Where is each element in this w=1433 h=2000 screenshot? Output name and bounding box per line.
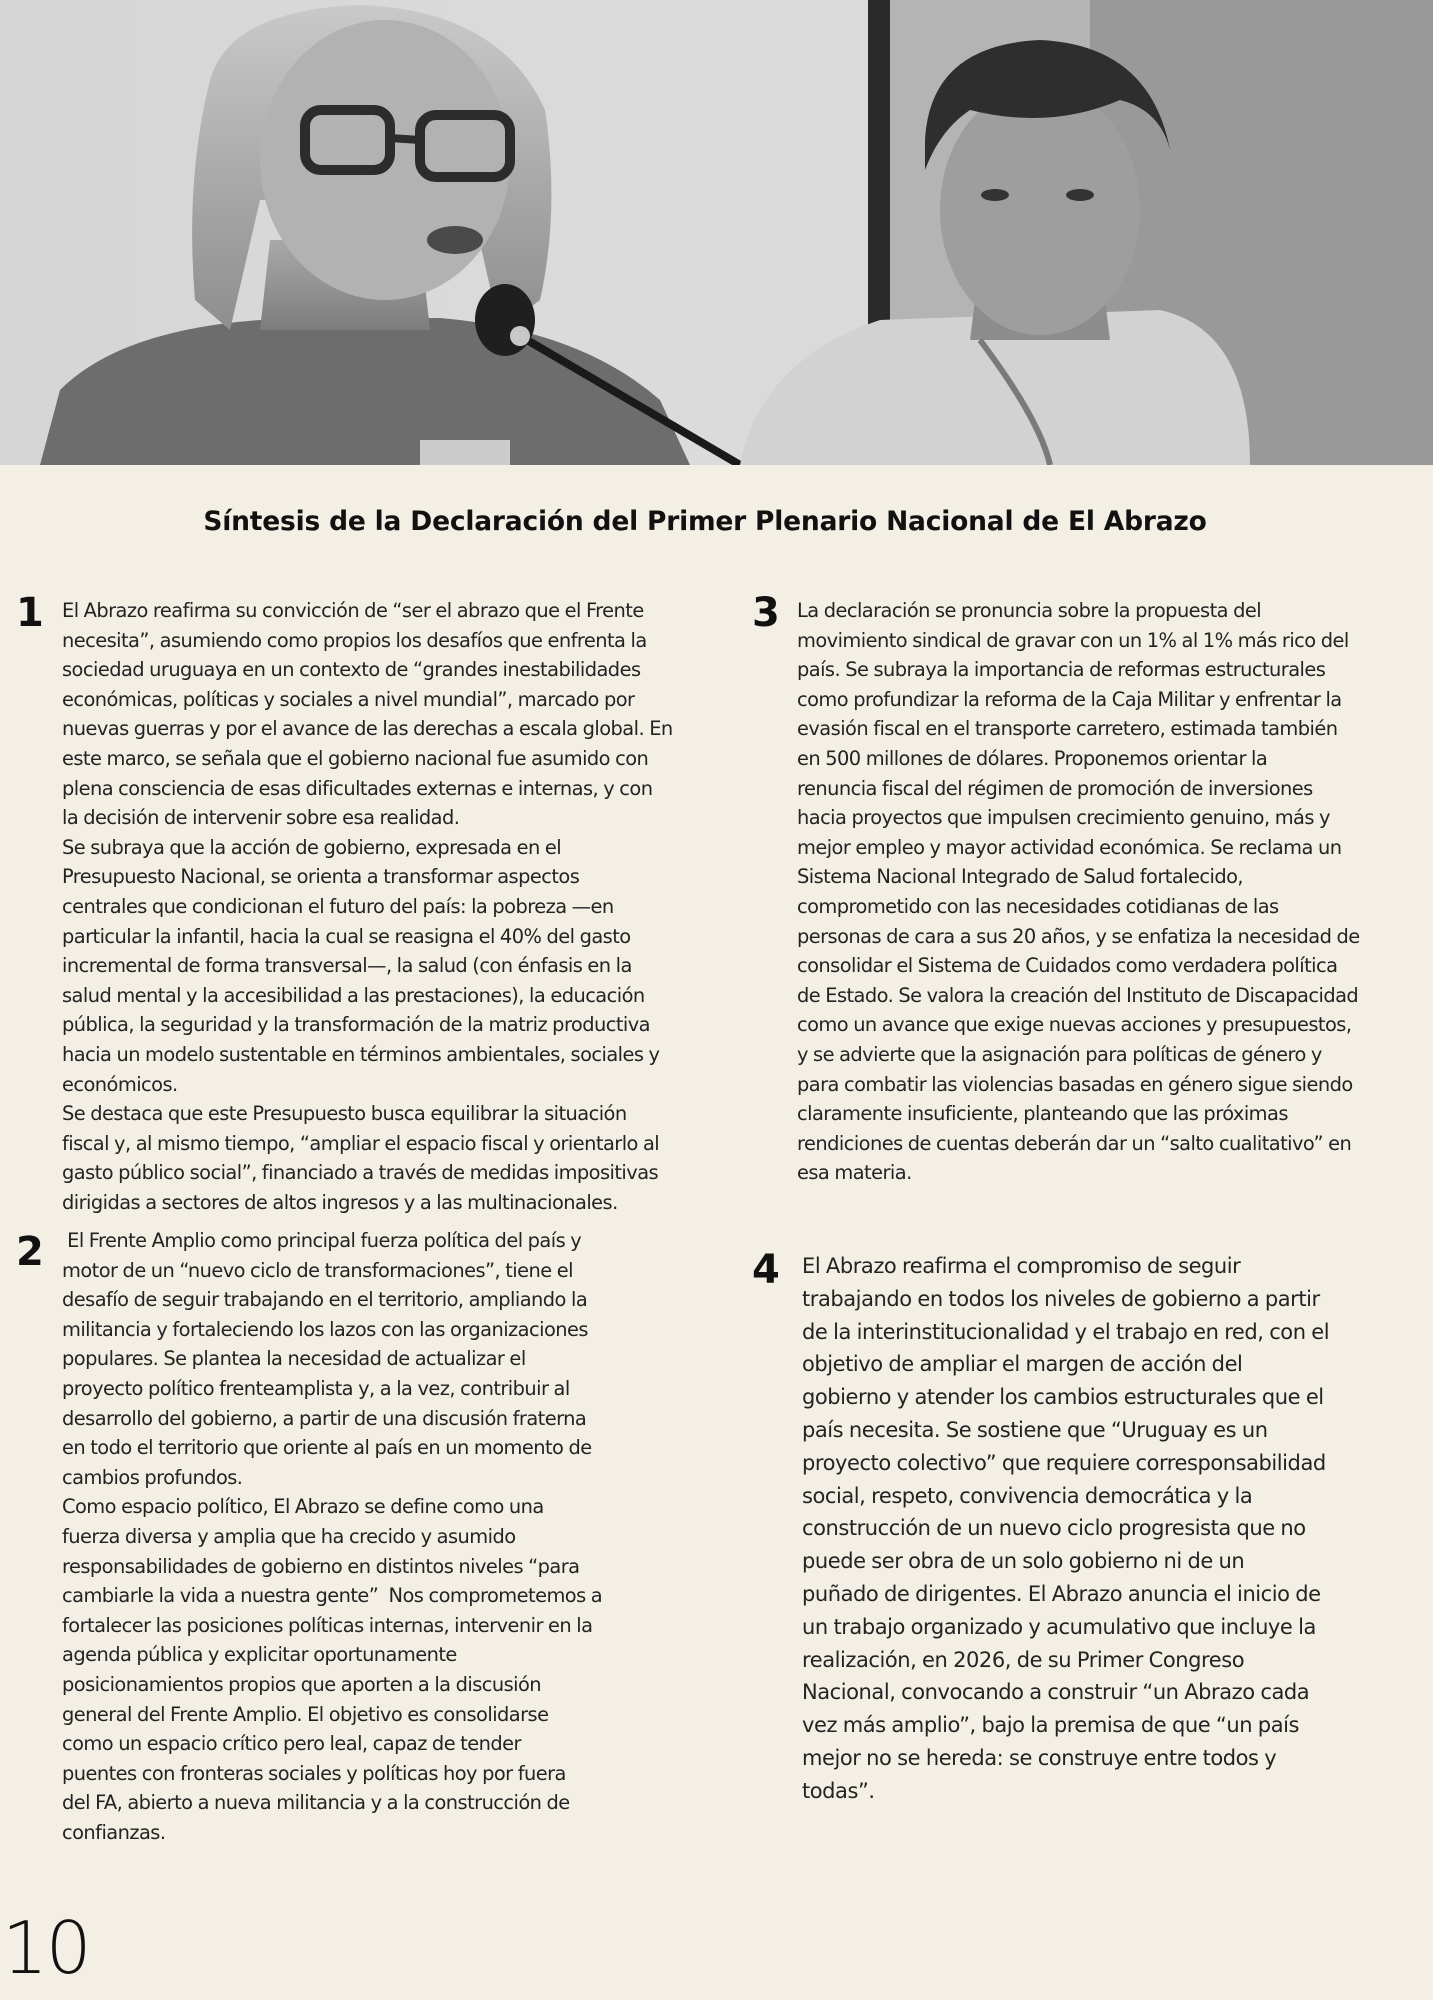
paragraph [62, 596, 673, 1217]
text-line: desarrollo del gobierno, a partir de una discusión fraterna [62, 1406, 587, 1430]
text-line: gobierno y atender los cambios estructurales que el [802, 1385, 1324, 1410]
text-line: incremental de forma transversal—, la salud (con énfasis en la [62, 954, 632, 978]
text-line: dirigidas a sectores de altos ingresos y a las multinacionales. [62, 1190, 618, 1214]
text-line: centrales que condicionan el futuro del país: la pobreza —en [62, 894, 614, 918]
text-line: realización, en 2026, de su Primer Congreso [802, 1647, 1245, 1672]
text-line: como un espacio crítico pero leal, capaz de tender [62, 1732, 521, 1756]
page-number: 10 [2, 1906, 90, 1990]
section-number: 3 [752, 590, 780, 636]
text-line: como profundizar la reforma de la Caja Militar y enfrentar la [797, 687, 1342, 711]
text-line: del FA, abierto a nueva militancia y a la construcción de [62, 1791, 570, 1815]
text-line: El Abrazo reafirma el compromiso de seguir [802, 1254, 1241, 1278]
speakers-photo-image [0, 0, 1433, 465]
text-line: proyecto colectivo” que requiere corresponsabilidad [802, 1450, 1326, 1475]
article-title: Síntesis de la Declaración del Primer Plenario Nacional de El Abrazo [203, 506, 1207, 537]
text-line: responsabilidades de gobierno en distintos niveles “para [62, 1554, 580, 1578]
text-line: todas”. [802, 1778, 875, 1803]
text-line: fortalecer las posiciones políticas internas, intervenir en la [62, 1613, 593, 1637]
paragraph [62, 1226, 602, 1847]
text-line: un trabajo organizado y acumulativo que incluye la [802, 1614, 1316, 1639]
text-line: Nacional, convocando a construir “un Abrazo cada [802, 1680, 1310, 1705]
text-line: cambios profundos. [62, 1465, 243, 1489]
text-line: confianzas. [62, 1820, 166, 1844]
section-body [62, 596, 673, 1217]
text-line: económicos. [62, 1072, 178, 1096]
text-line: El Frente Amplio como principal fuerza política del país y [62, 1229, 582, 1252]
text-line: mejor no se hereda: se construye entre todos y [802, 1745, 1277, 1770]
text-line: La declaración se pronuncia sobre la propuesta del [797, 599, 1262, 622]
text-line: salud mental y la accesibilidad a las prestaciones), la educación [62, 983, 645, 1007]
text-line: fuerza diversa y amplia que ha crecido y asumido [62, 1524, 516, 1548]
text-line: evasión fiscal en el transporte carretero, estimada también [797, 717, 1338, 741]
text-line: gasto público social”, financiado a través de medidas impositivas [62, 1161, 659, 1185]
section-body [797, 596, 1360, 1188]
text-line: trabajando en todos los niveles de gobierno a partir [802, 1286, 1320, 1311]
text-line: comprometido con las necesidades cotidianas de las [797, 894, 1279, 918]
section-body [62, 1226, 602, 1847]
text-line: de la interinstitucionalidad y el trabajo en red, con el [802, 1319, 1330, 1344]
text-line: El Abrazo reafirma su convicción de “ser el abrazo que el Frente [62, 599, 644, 622]
text-line: puentes con fronteras sociales y políticas hoy por fuera [62, 1761, 566, 1785]
text-line: esa materia. [797, 1161, 912, 1185]
section-number: 2 [16, 1229, 44, 1275]
text-line: la decisión de intervenir sobre esa realidad. [62, 806, 460, 830]
text-line: renuncia fiscal del régimen de promoción de inversiones [797, 776, 1313, 800]
text-line: populares. Se plantea la necesidad de actualizar el [62, 1347, 526, 1371]
text-line: fiscal y, al mismo tiempo, “ampliar el espacio fiscal y orientarlo al [62, 1131, 660, 1155]
text-line: Se subraya que la acción de gobierno, expresada en el [62, 835, 562, 859]
text-line: plena consciencia de esas dificultades externas e internas, y con [62, 776, 653, 800]
text-line: pública, la seguridad y la transformación de la matriz productiva [62, 1013, 651, 1037]
text-line: como un avance que exige nuevas acciones y presupuestos, [797, 1013, 1352, 1037]
section-number: 4 [752, 1247, 780, 1293]
text-line: motor de un “nuevo ciclo de transformaciones”, tiene el [62, 1258, 573, 1282]
text-line: vez más amplio”, bajo la premisa de que “un país [802, 1713, 1299, 1738]
text-line: objetivo de ampliar el margen de acción del [802, 1352, 1243, 1377]
text-line: hacia un modelo sustentable en términos ambientales, sociales y [62, 1042, 660, 1066]
text-line: cambiarle la vida a nuestra gente” Nos comprometemos a [62, 1584, 603, 1608]
text-line: hacia proyectos que impulsen crecimiento genuino, más y [797, 806, 1330, 830]
text-line: necesita”, asumiendo como propios los desafíos que enfrenta la [62, 628, 647, 652]
text-line: Se destaca que este Presupuesto busca equilibrar la situación [62, 1102, 627, 1126]
text-line: agenda pública y explicitar oportunamente [62, 1643, 457, 1667]
text-line: puñado de dirigentes. El Abrazo anuncia el inicio de [802, 1581, 1321, 1606]
text-line: general del Frente Amplio. El objetivo es consolidarse [62, 1702, 549, 1726]
text-line: rendiciones de cuentas deberán dar un “salto cualitativo” en [797, 1131, 1352, 1155]
paragraph [802, 1250, 1329, 1808]
text-line: de Estado. Se valora la creación del Instituto de Discapacidad [797, 983, 1359, 1007]
text-line: económicas, políticas y sociales a nivel mundial”, marcado por [62, 687, 635, 711]
text-line: movimiento sindical de gravar con un 1% al 1% más rico del [797, 628, 1349, 652]
text-line: puede ser obra de un solo gobierno ni de un [802, 1549, 1245, 1574]
text-line: particular la infantil, hacia la cual se reasigna el 40% del gasto [62, 924, 631, 948]
header-photo [0, 0, 1433, 465]
text-line: país. Se subraya la importancia de reformas estructurales [797, 658, 1326, 682]
text-line: proyecto político frenteamplista y, a la vez, contribuir al [62, 1376, 570, 1400]
section-number: 1 [16, 590, 44, 636]
text-line: posicionamientos propios que aporten a la discusión [62, 1672, 542, 1696]
text-line: en 500 millones de dólares. Proponemos orientar la [797, 746, 1268, 770]
text-line: Sistema Nacional Integrado de Salud fortalecido, [797, 865, 1244, 889]
text-line: personas de cara a sus 20 años, y se enfatiza la necesidad de [797, 924, 1360, 948]
text-line: para combatir las violencias basadas en género sigue siendo [797, 1072, 1353, 1096]
text-line: desafío de seguir trabajando en el territorio, ampliando la [62, 1288, 588, 1312]
text-line: sociedad uruguaya en un contexto de “grandes inestabilidades [62, 658, 641, 682]
text-line: mejor empleo y mayor actividad económica. Se reclama un [797, 835, 1342, 859]
text-line: Como espacio político, El Abrazo se define como una [62, 1495, 544, 1519]
text-line: militancia y fortaleciendo los lazos con las organizaciones [62, 1317, 588, 1341]
text-line: país necesita. Se sostiene que “Uruguay es un [802, 1417, 1268, 1442]
text-line: nuevas guerras y por el avance de las derechas a escala global. En [62, 717, 673, 741]
text-line: y se advierte que la asignación para políticas de género y [797, 1042, 1322, 1066]
text-line: construcción de un nuevo ciclo progresista que no [802, 1516, 1306, 1541]
text-line: Presupuesto Nacional, se orienta a transformar aspectos [62, 865, 580, 889]
text-line: este marco, se señala que el gobierno nacional fue asumido con [62, 746, 649, 770]
text-line: claramente insuficiente, planteando que las próximas [797, 1102, 1288, 1126]
text-line: social, respeto, convivencia democrática y la [802, 1483, 1253, 1508]
text-line: consolidar el Sistema de Cuidados como verdadera política [797, 954, 1338, 978]
text-line: en todo el territorio que oriente al país en un momento de [62, 1436, 592, 1460]
paragraph [797, 596, 1360, 1188]
section-body [802, 1250, 1329, 1808]
